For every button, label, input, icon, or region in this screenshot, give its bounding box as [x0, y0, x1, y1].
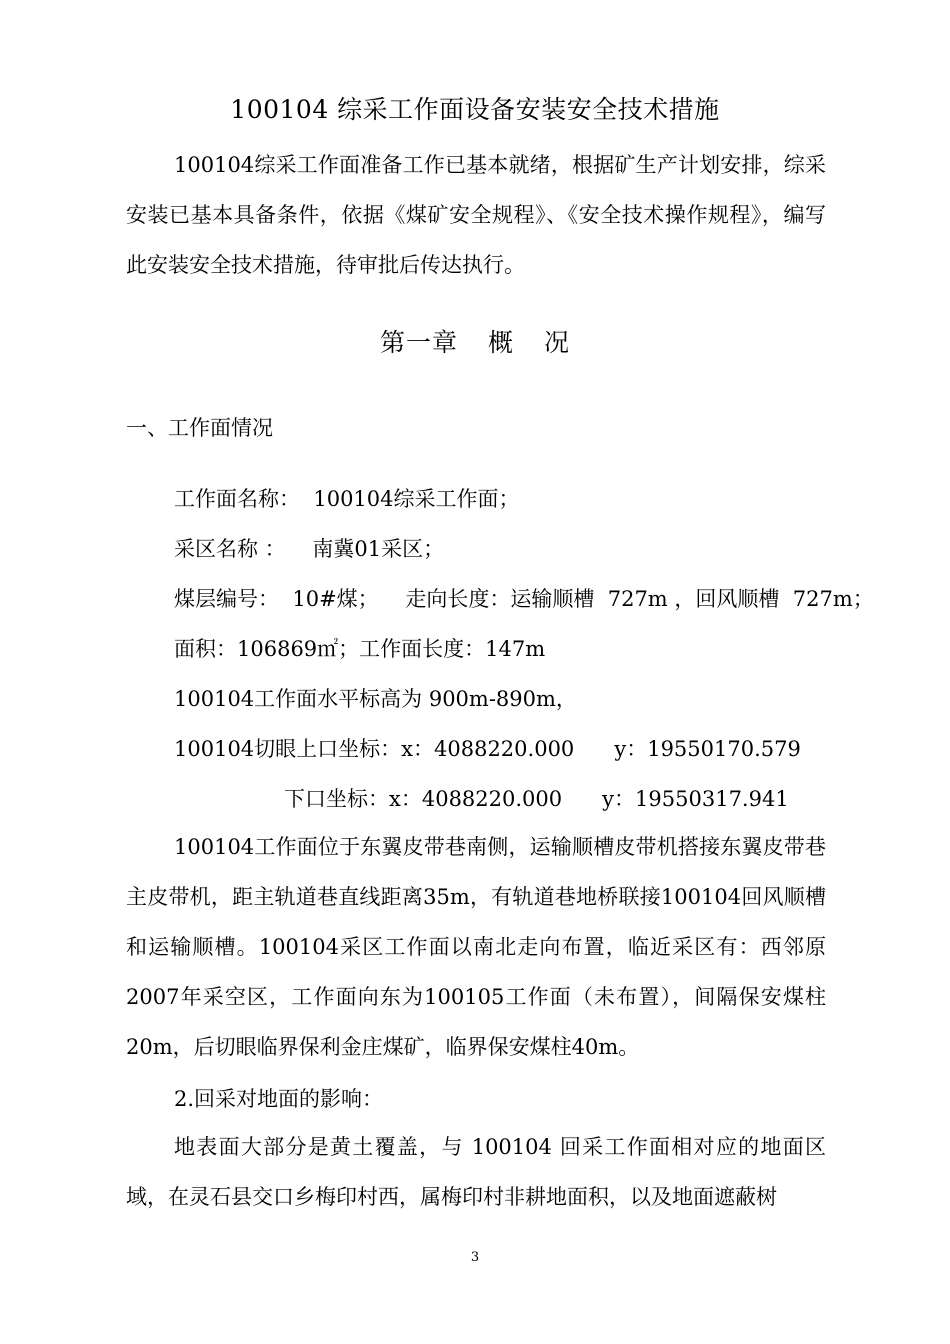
page-number: 3: [470, 1250, 480, 1265]
section-heading: 一、工作面情况: [126, 416, 273, 440]
surface-paragraph: 地表面大部分是黄土覆盖，与 100104 回采工作面相对应的地面区域，在灵石县交口乡梅印村西，属梅印村非耕地面积，以及地面遮蔽树: [126, 1135, 826, 1209]
chapter-heading: [0, 325, 950, 361]
document-title: 100104 综采工作面设备安装安全技术措施: [230, 95, 720, 124]
chapter-label: 第一章: [379, 328, 458, 357]
chapter-name-char-1: 概: [487, 328, 514, 357]
upper-coordinates-line: 100104切眼上口坐标：x：4088220.000 y：19550170.579: [174, 737, 801, 761]
surface-impact-subheading: 2.回采对地面的影响：: [174, 1087, 384, 1111]
elevation-line: 100104工作面水平标高为 900m-890m，: [174, 687, 577, 711]
workface-name-line: 工作面名称： 100104综采工作面；: [174, 487, 520, 511]
intro-paragraph: 100104综采工作面准备工作已基本就绪，根据矿生产计划安排，综采安装已基本具备条件，依据《煤矿安全规程》、《安全技术操作规程》，编写此安装安全技术措施，待审批后传达执行。: [126, 153, 826, 277]
seam-length-line: 煤层编号： 10#煤； 走向长度：运输顺槽 727m ，回风顺槽 727m；: [174, 587, 874, 611]
chapter-name-char-2: 况: [544, 328, 571, 357]
mining-area-line: 采区名称 ： 南冀01采区；: [174, 537, 445, 561]
lower-coordinates-line: 下口坐标：x：4088220.000 y：19550317.941: [284, 787, 789, 811]
area-length-line: 面积：106869㎡；工作面长度：147m: [174, 637, 546, 661]
location-paragraph: 100104工作面位于东翼皮带巷南侧，运输顺槽皮带机搭接东翼皮带巷主皮带机，距主轨道巷直线距离35m，有轨道巷地桥联接100104回风顺槽和运输顺槽。100104采区工作面以南北走向布置，临近采区有：西邻原2007年采空区，工作面向东为100105工作面（未布置），间隔保安煤柱20m，后切眼临界保利金庄煤矿，临界保安煤柱40m。: [126, 835, 826, 1059]
